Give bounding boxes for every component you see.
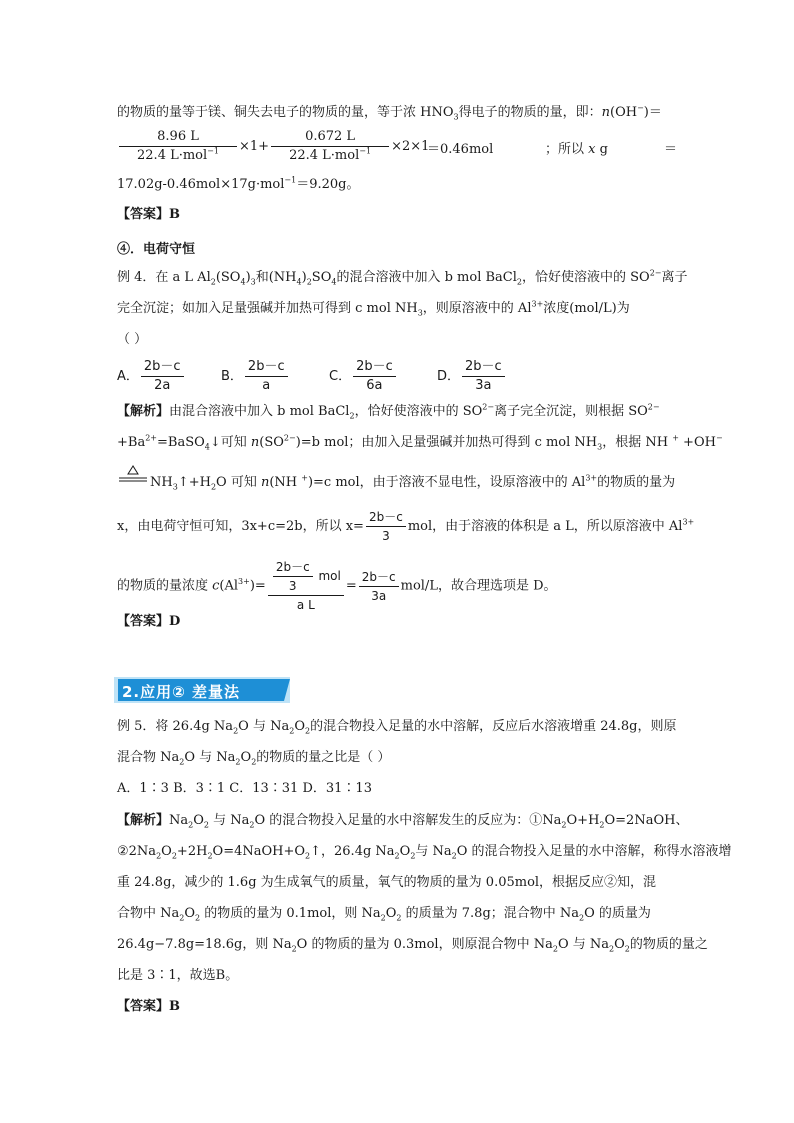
equation-line: $\frac{8.96 L}{22.4 L\cdot mol^{-1}}$ ×1+ $\frac{0.672 L}{22.4 L\cdot mol^{-1}}$ ×2×1 [117,128,429,165]
fraction-1: $\frac{8.96 L}{22.4 L\cdot mol^{-1}}$ [119,128,237,165]
option-c[interactable]: C． $\frac{2b-c}{6a}$ [329,358,398,395]
heat-triangle-icon [118,465,148,485]
answer-2: 【答案】D [117,614,181,629]
equation-result: ＝0.46mol [427,142,494,157]
example-4-line-1: 例 4．在 a L $Al_2(SO_4)_3$和$(NH_4)_2SO_4$的混合溶液中加入 b mol BaCl$_2$，恰好使溶液中的 $SO^{2-}$离子 [117,268,688,287]
answer-1: 【答案】B [117,207,180,222]
fraction-2: $\frac{0.672 L}{22.4 L\cdot mol^{-1}}$ [271,128,389,165]
example-4-line-2: 完全沉淀；如加入足量强碱并加热可得到 c mol $NH_3$，则原溶液中的 $Al^{3+}$浓度(mol/L)为 [117,299,630,318]
option-a[interactable]: A． $\frac{2b-c}{2a}$ [117,358,186,395]
analysis-5-line-6: 比是 3∶1，故选B。 [117,968,239,983]
analysis-4-line-5: 的物质的量浓度 $c(Al^{3+})=$ $\frac{2b-c}{3}$ mol a L = $\frac{2b-c}{3a}$ mol/L，故合理选项是 D。 [117,560,557,612]
text-line-3: 17.02g-0.46mol×17g·mol$^{-1}$＝9.20g。 [117,175,360,192]
analysis-4-line-2: $+Ba^{2+}=BaSO_4↓$可知 $n(SO^{2-})=b$ mol；由加入足量强碱并加热可得到 c mol $NH_3$，根据 NH + +OH− [117,433,723,452]
example-4-paren: （ ） [117,332,148,347]
equation-so: ；所以 x g [545,142,608,157]
analysis-4-line-4: x，由电荷守恒可知，3x+c=2b，所以 x= $\frac{2b-c}{3}$ mol，由于溶液的体积是 a L，所以原溶液中 $Al^{3+}$ [117,510,695,543]
answer-3: 【答案】B [117,999,180,1014]
example-5-line-1: 例 5．将 26.4g $Na_2O$ 与 $Na_2O_2$的混合物投入足量的水中溶解，反应后水溶液增重 24.8g，则原 [117,719,677,736]
analysis-5-line-1: 【解析】$Na_2O_2$ 与 $Na_2O$ 的混合物投入足量的水中溶解发生的反应为：$①Na_2O+H_2O=2NaOH$、 [117,813,689,830]
option-d[interactable]: D． $\frac{2b-c}{3a}$ [437,358,507,395]
analysis-5-line-2: $②2Na_2O_2+2H_2O=4NaOH+O_2↑$，26.4g $Na_2O_2$与 $Na_2O$ 的混合物投入足量的水中溶解，称得水溶液增 [117,844,732,861]
section-charge-conservation: ④．电荷守恒 [117,242,196,257]
option-b[interactable]: B． $\frac{2b-c}{a}$ [221,358,290,395]
equation-eq: ＝ [664,142,678,157]
analysis-5-line-3: 重 24.8g，减少的 1.6g 为生成氧气的质量，氧气的物质的量为 0.05mol，根据反应②知，混 [117,875,657,890]
example-5-line-2: 混合物 $Na_2O$ 与 $Na_2O_2$的物质的量之比是（ ） [117,750,391,767]
analysis-5-line-4: 合物中 $Na_2O_2$ 的物质的量为 0.1mol，则 $Na_2O_2$ 的质量为 7.8g；混合物中 $Na_2O$ 的质量为 [117,906,651,923]
text-line-1: 的物质的量等于镁、铜失去电子的物质的量，等于浓 $HNO_3$得电子的物质的量，即：n(OH−)＝ [117,103,662,122]
example-5-options[interactable]: A．1∶3 B．3∶1 C．13∶31 D．31∶13 [117,781,372,796]
section-banner-title: 2.应用② 差量法 [122,683,241,701]
analysis-4-line-1: 【解析】由混合溶液中加入 b mol BaCl$_2$，恰好使溶液中的 $SO^{2-}$离子完全沉淀，则根据 $SO^{2-}$ [117,402,660,421]
analysis-4-line-3: $NH_3↑+H_2O$ 可知 n(NH +)=c mol，由于溶液不显电性，设原溶液中的 $Al^{3+}$的物质的量为 [150,473,676,492]
analysis-5-line-5: 26.4g−7.8g=18.6g，则 $Na_2O$ 的物质的量为 0.3mol，则原混合物中 $Na_2O$ 与 $Na_2O_2$的物质的量之 [117,937,708,954]
